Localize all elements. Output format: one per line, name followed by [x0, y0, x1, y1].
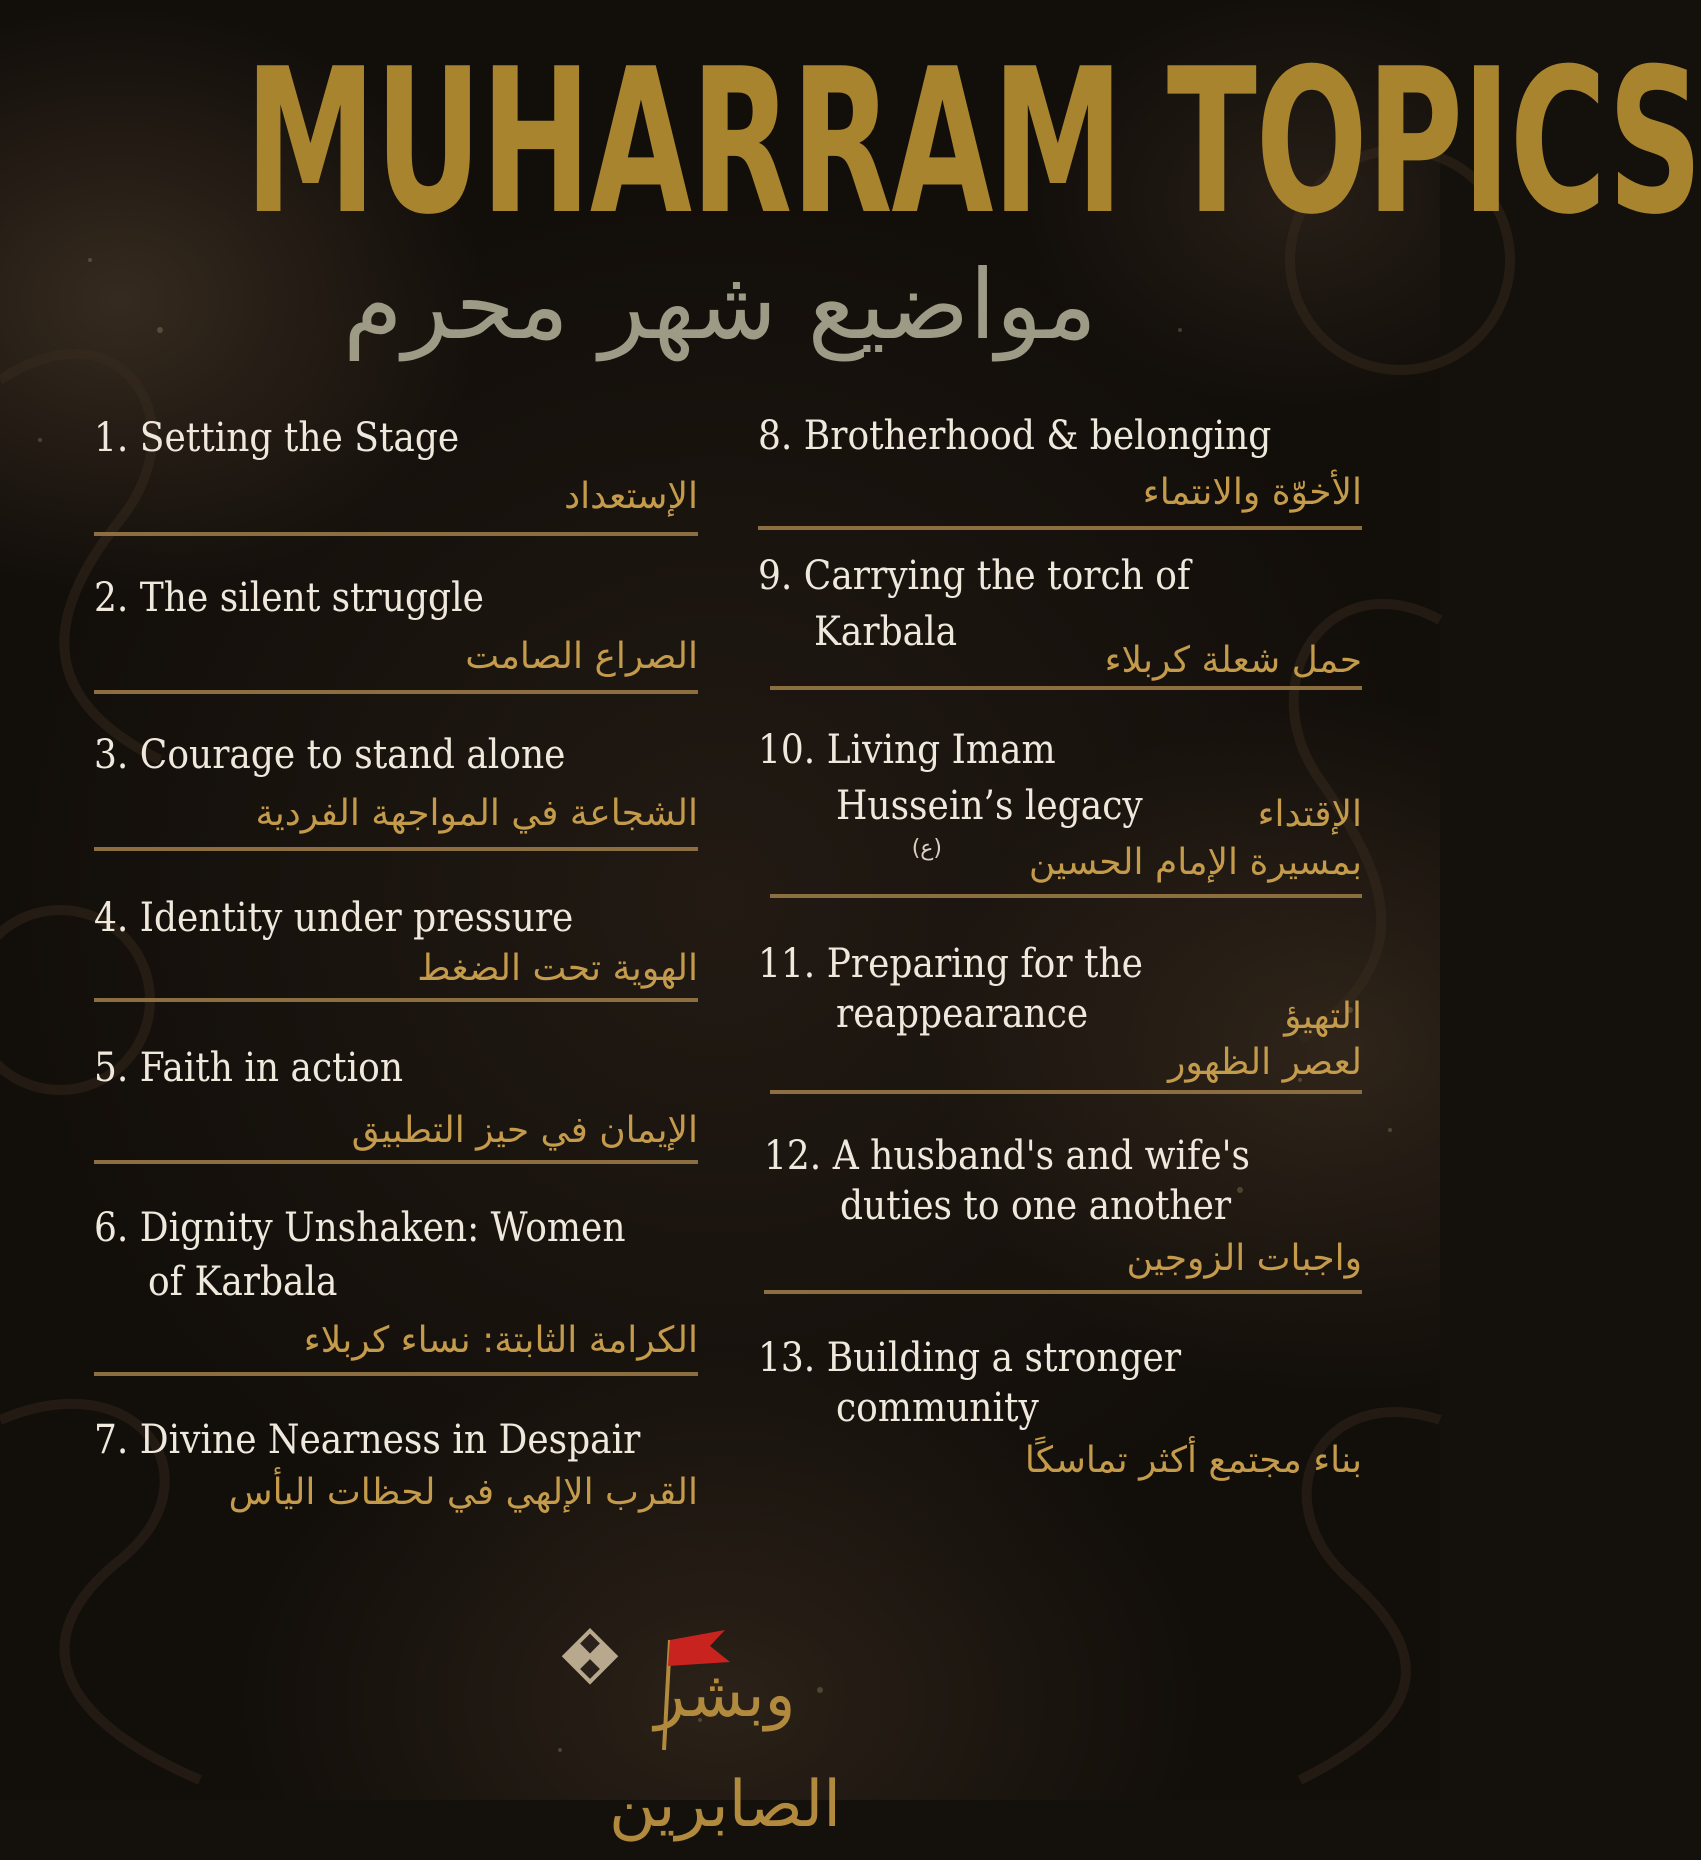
topic-arabic: الصراع الصامت — [465, 636, 698, 677]
divider — [94, 998, 698, 1002]
topic-arabic: حمل شعلة كربلاء — [1104, 640, 1362, 681]
divider — [764, 1290, 1362, 1294]
topic-arabic: القرب الإلهي في لحظات اليأس — [228, 1472, 698, 1513]
topic-2 — [94, 570, 698, 700]
topic-english: 2. The silent struggle — [94, 575, 484, 621]
calligraphy-logo — [560, 1600, 880, 1842]
topic-11 — [758, 936, 1362, 1096]
topic-english: 11. Preparing for the — [758, 941, 1143, 987]
topic-7 — [94, 1412, 698, 1532]
topic-1 — [94, 410, 698, 540]
topic-english: 6. Dignity Unshaken: Women — [94, 1205, 626, 1251]
topic-4 — [94, 890, 698, 1010]
topic-english-line-2: of Karbala — [148, 1259, 338, 1305]
topic-arabic: الشجاعة في المواجهة الفردية — [255, 793, 698, 834]
divider — [94, 532, 698, 536]
topic-english-line-2: reappearance — [836, 991, 1089, 1037]
logo-text: وبشر الصابرين — [609, 1658, 841, 1842]
divider — [94, 1160, 698, 1164]
topic-english: 4. Identity under pressure — [94, 895, 574, 941]
topic-english: 10. Living Imam — [758, 727, 1056, 773]
topic-english: 12. A husband's and wife's — [764, 1133, 1250, 1179]
topic-english: 5. Faith in action — [94, 1045, 404, 1091]
divider — [94, 1372, 698, 1376]
topic-arabic-line-2: لعصر الظهور — [1168, 1042, 1362, 1083]
topic-english: 1. Setting the Stage — [94, 415, 460, 461]
divider — [770, 894, 1362, 898]
topic-10 — [758, 722, 1362, 902]
topic-9 — [758, 548, 1362, 698]
topic-3 — [94, 727, 698, 857]
topic-arabic-line-2: بمسيرة الإمام الحسين — [1028, 842, 1362, 883]
topic-english: 9. Carrying the torch of — [758, 553, 1191, 599]
topic-english-line-2: community — [836, 1385, 1039, 1431]
topic-english: 3. Courage to stand alone — [94, 732, 566, 778]
topic-arabic: الإيمان في حيز التطبيق — [351, 1110, 698, 1151]
topic-arabic: الأخوّة والانتماء — [1142, 472, 1362, 513]
divider — [758, 526, 1362, 530]
divider — [94, 690, 698, 694]
divider — [770, 686, 1362, 690]
topic-english: 13. Building a stronger — [758, 1335, 1182, 1381]
topic-english-line-2: Hussein’s legacy — [836, 783, 1143, 829]
topic-english: 8. Brotherhood & belonging — [758, 413, 1272, 459]
main-title: MUHARRAM TOPICS — [244, 26, 1701, 259]
topic-english-line-2: duties to one another — [840, 1183, 1232, 1229]
topic-arabic: التهيؤ — [1284, 996, 1362, 1037]
topic-5 — [94, 1040, 698, 1170]
topic-english: 7. Divine Nearness in Despair — [94, 1417, 641, 1463]
topic-12 — [764, 1128, 1362, 1298]
honorific-mark: (ع) — [911, 836, 942, 861]
topic-6 — [94, 1200, 698, 1380]
topic-arabic: بناء مجتمع أكثر تماسكًا — [1024, 1440, 1362, 1481]
arabic-title: مواضيع شهر محرم — [343, 249, 1097, 361]
topic-arabic: واجبات الزوجين — [1126, 1238, 1362, 1279]
topic-8 — [758, 408, 1362, 538]
topic-english-line-2: Karbala — [814, 609, 958, 655]
divider — [770, 1090, 1362, 1094]
topic-arabic: الكرامة الثابتة: نساء كربلاء — [303, 1320, 698, 1361]
topic-arabic: الهوية تحت الضغط — [417, 948, 698, 989]
topic-arabic: الإقتداء — [1257, 794, 1362, 835]
topic-13 — [758, 1330, 1362, 1490]
divider — [94, 847, 698, 851]
topic-arabic: الإستعداد — [564, 476, 698, 517]
